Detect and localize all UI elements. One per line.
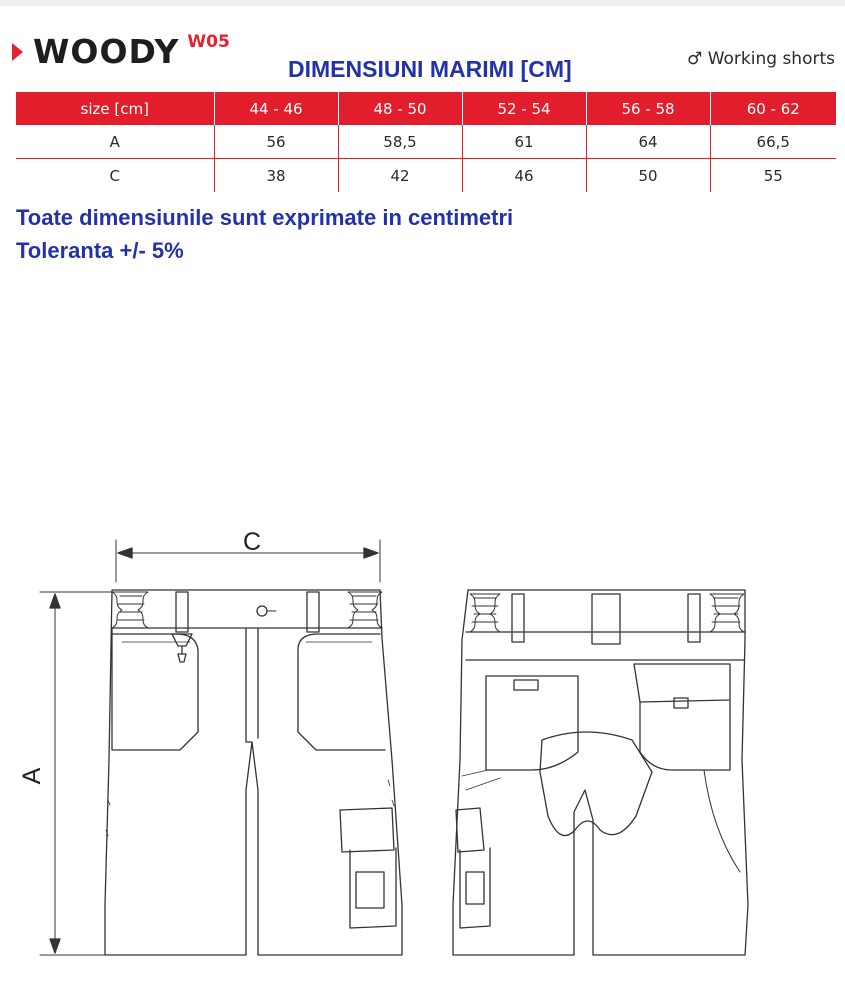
brand-code: W05: [187, 32, 230, 52]
table-cell: 55: [710, 159, 836, 193]
header-cell: 56 - 58: [586, 92, 710, 125]
shorts-front-view: [105, 590, 402, 955]
shorts-back-view: [453, 590, 748, 955]
header-cell: 52 - 54: [462, 92, 586, 125]
header-cell: 60 - 62: [710, 92, 836, 125]
header-cell: 44 - 46: [214, 92, 338, 125]
table-cell: 38: [214, 159, 338, 193]
table-cell: C: [109, 166, 120, 185]
page-title: DIMENSIUNI MARIMI [CM]: [288, 56, 572, 82]
table-cell: 50: [586, 159, 710, 193]
note-tolerance: Toleranta +/- 5%: [16, 238, 184, 263]
product-type-label: Working shorts: [707, 49, 835, 69]
table-cell: 61: [462, 125, 586, 159]
table-cell: 64: [586, 125, 710, 159]
table-cell: 56: [214, 125, 338, 159]
note-units: Toate dimensiunile sunt exprimate in centimetri: [16, 205, 514, 230]
table-cell: A: [16, 125, 214, 159]
male-icon: ♂: [687, 49, 703, 69]
header-cell: 48 - 50: [338, 92, 462, 125]
label-a: A: [18, 767, 46, 785]
brand-name: WOODY: [33, 32, 180, 71]
table-cell: 58,5: [338, 125, 462, 159]
table-cell: 66,5: [710, 125, 836, 159]
dimension-a: [18, 592, 112, 955]
dimension-c: [116, 528, 380, 582]
table-cell: 46: [462, 159, 586, 193]
header-cell: size [cm]: [16, 92, 214, 125]
label-c: C: [242, 528, 262, 556]
table-cell: 42: [338, 159, 462, 193]
